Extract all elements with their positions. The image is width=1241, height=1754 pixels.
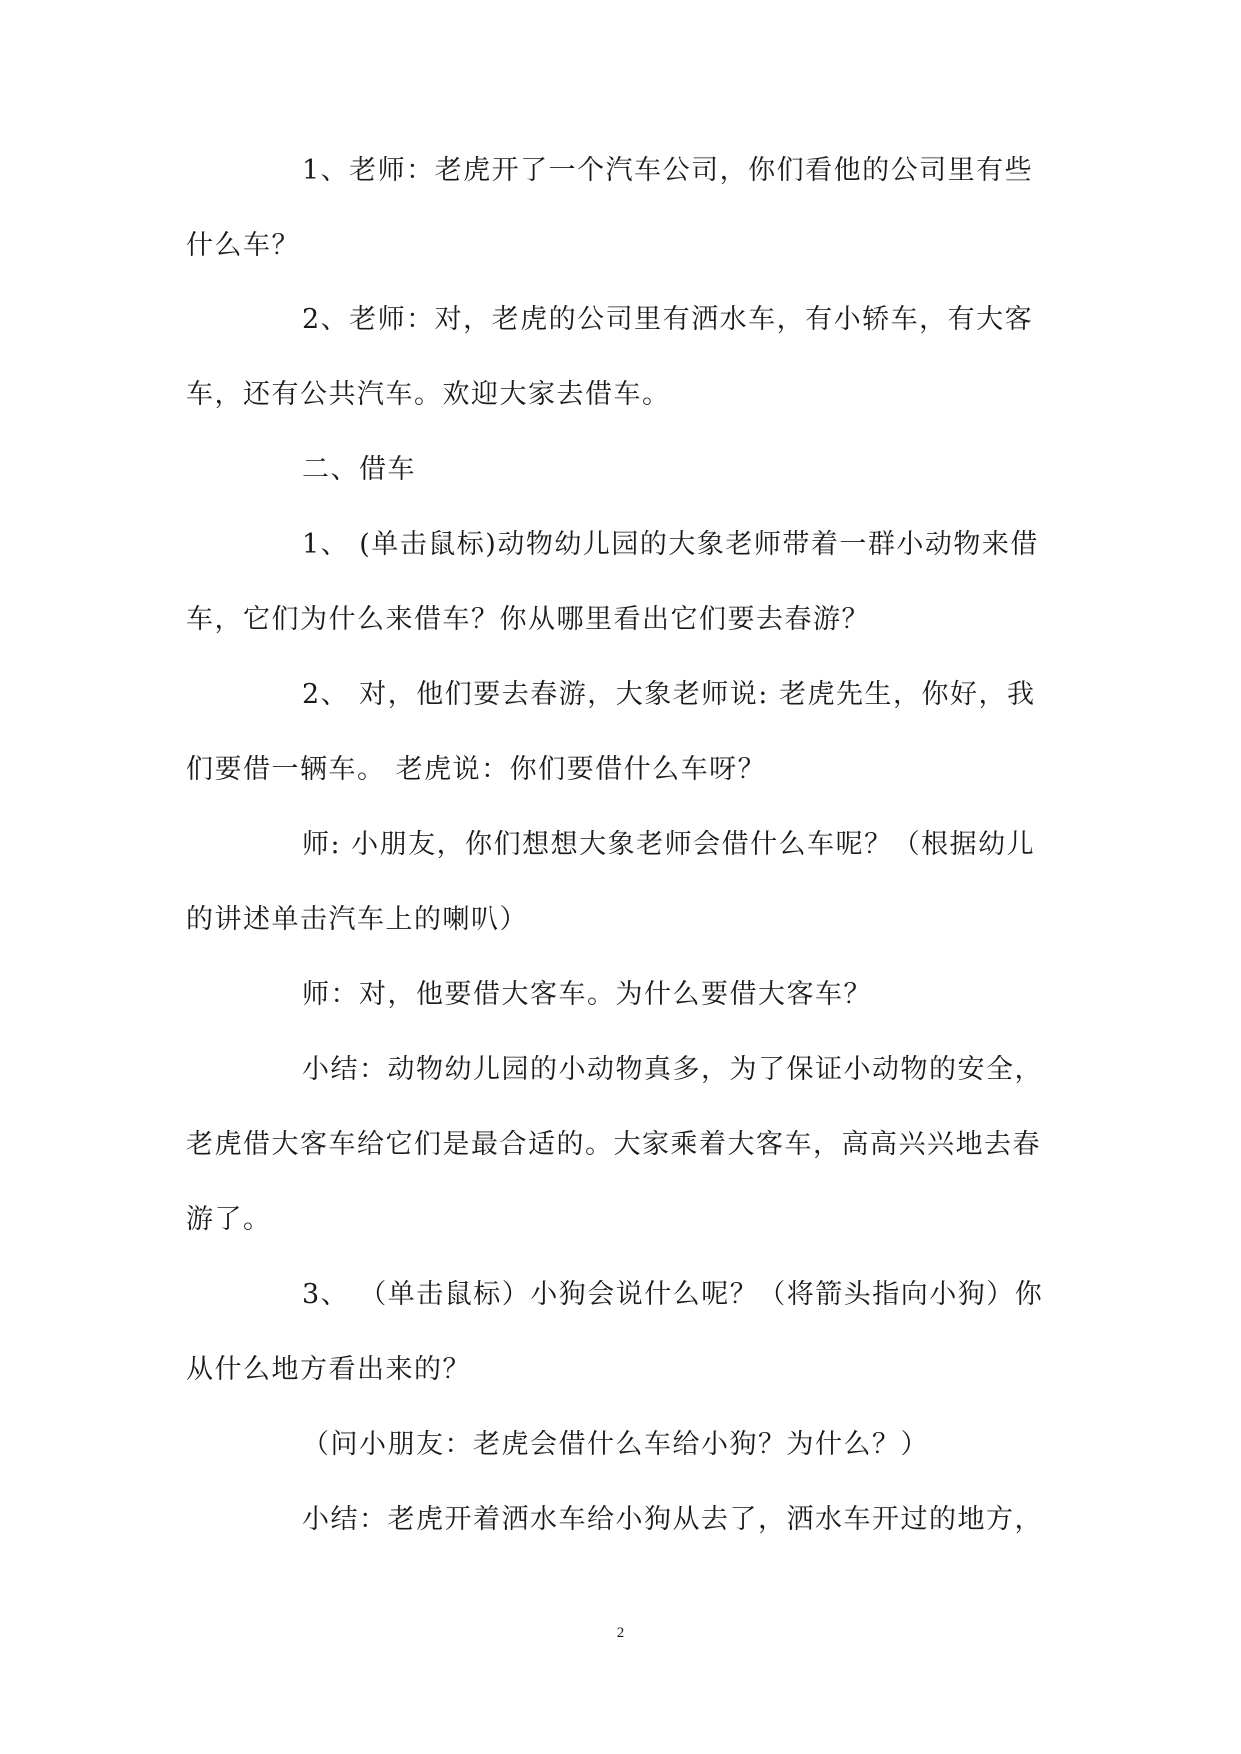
page-number: 2 [616,1625,625,1641]
paragraph-line: 车，还有公共汽车。欢迎大家去借车。 [186,379,671,410]
paragraph-line: 师：对，他要借大客车。为什么要借大客车？ [302,979,872,1010]
paragraph-line: 1、老师：老虎开了一个汽车公司，你们看他的公司里有些 [302,155,1034,186]
paragraph-line: 老虎借大客车给它们是最合适的。大家乘着大客车，高高兴兴地去春 [186,1129,1041,1160]
paragraph-line: 小结：动物幼儿园的小动物真多，为了保证小动物的安全， [302,1054,1043,1085]
paragraph-line: 2、 对，他们要去春游，大象老师说: 老虎先生，你好，我 [302,679,1036,710]
paragraph-line: 们要借一辆车。 老虎说：你们要借什么车呀？ [186,754,767,785]
paragraph-line: （问小朋友：老虎会借什么车给小狗？为什么？） [302,1429,929,1460]
paragraph-line: 师: 小朋友，你们想想大象老师会借什么车呢？（根据幼儿 [302,829,1036,860]
paragraph-line: 1、 (单击鼠标)动物幼儿园的大象老师带着一群小动物来借 [302,529,1039,560]
paragraph-line: 什么车？ [186,230,300,261]
paragraph-line: 从什么地方看出来的？ [186,1354,471,1385]
paragraph-line: 2、老师：对，老虎的公司里有洒水车，有小轿车，有大客 [302,304,1034,335]
paragraph-line: 3、 （单击鼠标）小狗会说什么呢？（将箭头指向小狗）你 [302,1279,1044,1310]
section-heading: 二、借车 [302,454,416,485]
paragraph-line: 的讲述单击汽车上的喇叭） [186,904,528,935]
paragraph-line: 小结：老虎开着洒水车给小狗从去了，洒水车开过的地方， [302,1504,1043,1535]
paragraph-line: 游了。 [186,1204,272,1235]
paragraph-line: 车，它们为什么来借车？你从哪里看出它们要去春游？ [186,604,870,635]
